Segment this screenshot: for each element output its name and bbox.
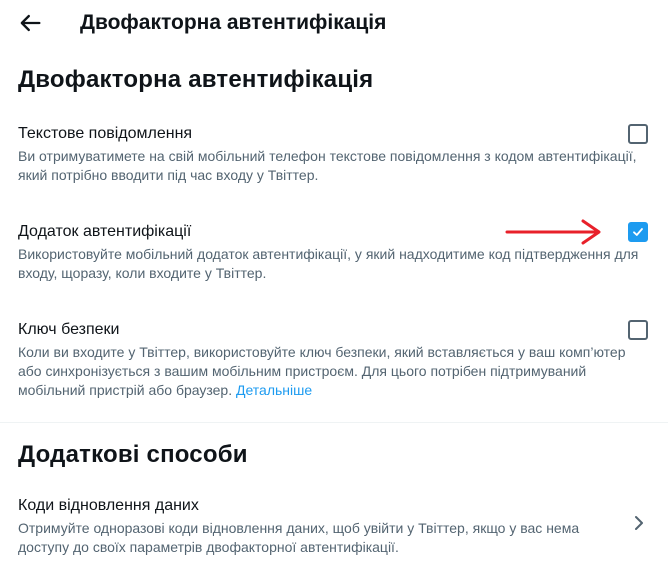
text-message-checkbox[interactable] [628,124,648,144]
security-key-description-text: Коли ви входите у Твіттер, використовуйте ключ безпеки, який вставляється у ваш комп’ютер або синхронізується з вашим мобільним пристроєм. Для цього потрібен підтримуваний мобільний пристрій або браузер. [18,344,626,398]
option-description: Використовуйте мобільний додаток автентифікації, у який надходитиме код підтвердження для входу, щоразу, коли входите у Твіттер. [18,246,639,281]
top-bar [0,0,668,46]
security-key-checkbox[interactable] [628,320,648,340]
option-label: Додаток автентифікації [18,223,192,240]
checkmark-icon [632,226,644,238]
section-title-additional-methods: Додаткові способи [18,441,248,468]
page-title: Двофакторна автентифікація [80,11,387,34]
option-description: Ви отримуватимете на свій мобільний телефон текстове повідомлення з кодом автентифікації, який потрібно вводити під час входу у Твіттер. [18,148,637,183]
option-label: Коди відновлення даних [18,497,199,514]
learn-more-link[interactable]: Детальніше [236,382,313,398]
red-arrow-annotation-icon [505,218,603,246]
section-divider [0,422,668,423]
option-label: Ключ безпеки [18,321,120,338]
chevron-right-icon[interactable] [632,514,646,532]
authentication-app-checkbox[interactable] [628,222,648,242]
option-label: Текстове повідомлення [18,125,193,142]
section-title-two-factor: Двофакторна автентифікація [18,66,374,93]
arrow-left-icon[interactable] [16,9,44,37]
option-description [18,343,648,400]
option-description: Отримуйте одноразові коди відновлення даних, щоб увійти у Твіттер, якщо у вас нема доступу до своїх параметрів двофакторної автентифікації. [18,520,580,555]
